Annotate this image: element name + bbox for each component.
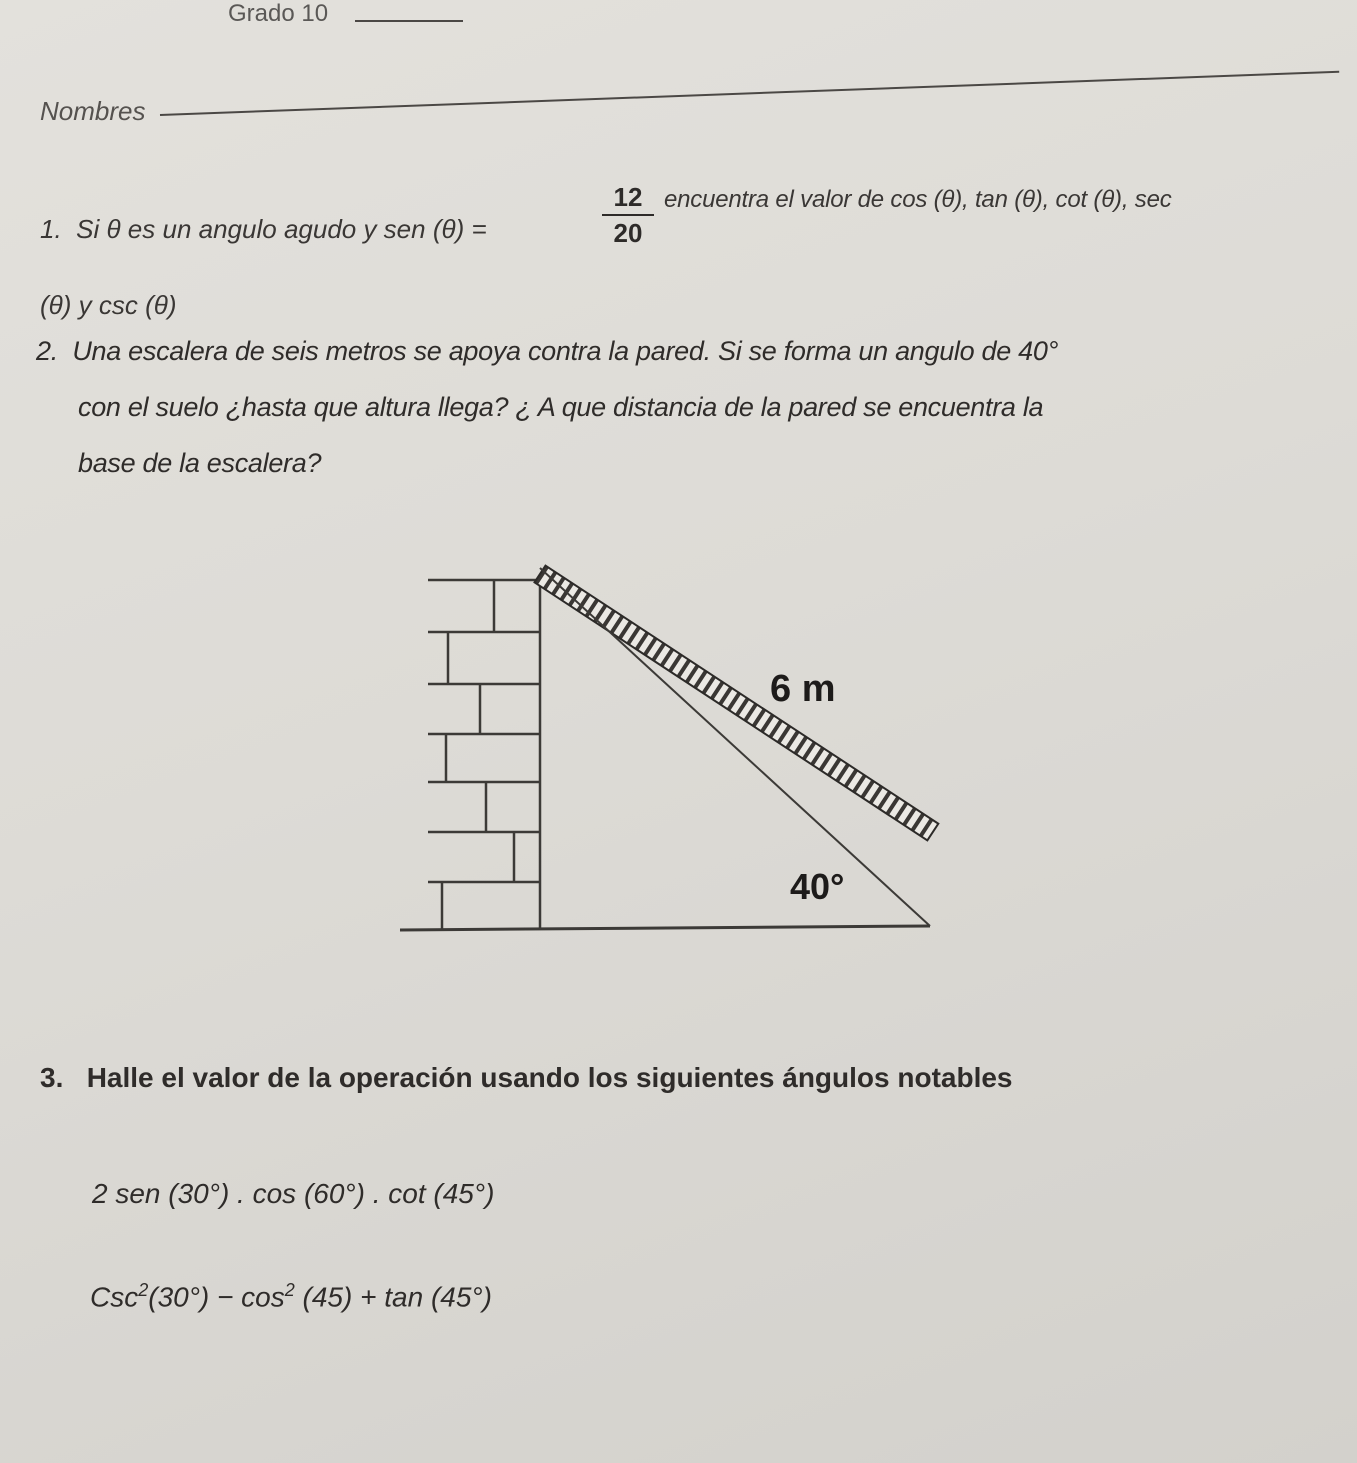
ladder-length-label: 6 m (770, 668, 836, 710)
question-1-text-before: Si θ es un angulo agudo y sen (θ) = (76, 214, 487, 244)
brick-wall (428, 580, 540, 930)
expr2-end: (45) + tan (45°) (302, 1281, 492, 1313)
question-2-line-1 (36, 336, 1058, 367)
question-2-line-3: base de la escalera? (78, 448, 322, 478)
question-3-text: Halle el valor de la operación usando los siguientes ángulos notables (86, 1062, 1013, 1093)
question-1-fraction (598, 182, 658, 248)
grado-blank-line (355, 20, 463, 22)
expression-2 (90, 1280, 492, 1313)
question-1-text-after: encuentra el valor de cos (θ), tan (θ), cot (θ), sec (664, 186, 1172, 213)
fraction-bar (602, 214, 654, 216)
ground-line (400, 926, 930, 930)
ladder-wall-figure (390, 548, 970, 948)
fraction-numerator: 12 (613, 182, 643, 212)
expr2-exponent-2: 2 (284, 1280, 295, 1300)
question-2-text-line-1: Una escalera de seis metros se apoya contra la pared. Si se forma un angulo de 40° (72, 336, 1059, 366)
expr2-middle: (30°) − cos (148, 1281, 285, 1313)
grado-label: Grado 10 (228, 0, 329, 27)
question-1-line-2: (θ) y csc (θ) (40, 290, 177, 320)
fraction-denominator: 20 (613, 218, 643, 248)
question-1-line-1 (40, 214, 487, 245)
expression-1: 2 sen (30°) . cos (60°) . cot (45°) (92, 1178, 495, 1209)
expr2-exponent-1: 2 (138, 1280, 149, 1300)
question-1-number: 1. (40, 214, 62, 244)
ladder (535, 566, 939, 841)
question-2-line-2: con el suelo ¿hasta que altura llega? ¿ A que distancia de la pared se encuentra la (78, 392, 1044, 422)
expr2-csc: Csc (90, 1281, 139, 1313)
nombres-label: Nombres (40, 96, 146, 126)
question-2-number: 2. (36, 336, 58, 366)
ladder-edge (540, 568, 930, 926)
nombres-blank-line (160, 71, 1339, 116)
question-3-line (40, 1062, 1013, 1094)
question-3-number: 3. (40, 1062, 64, 1093)
angle-label: 40° (790, 866, 845, 907)
